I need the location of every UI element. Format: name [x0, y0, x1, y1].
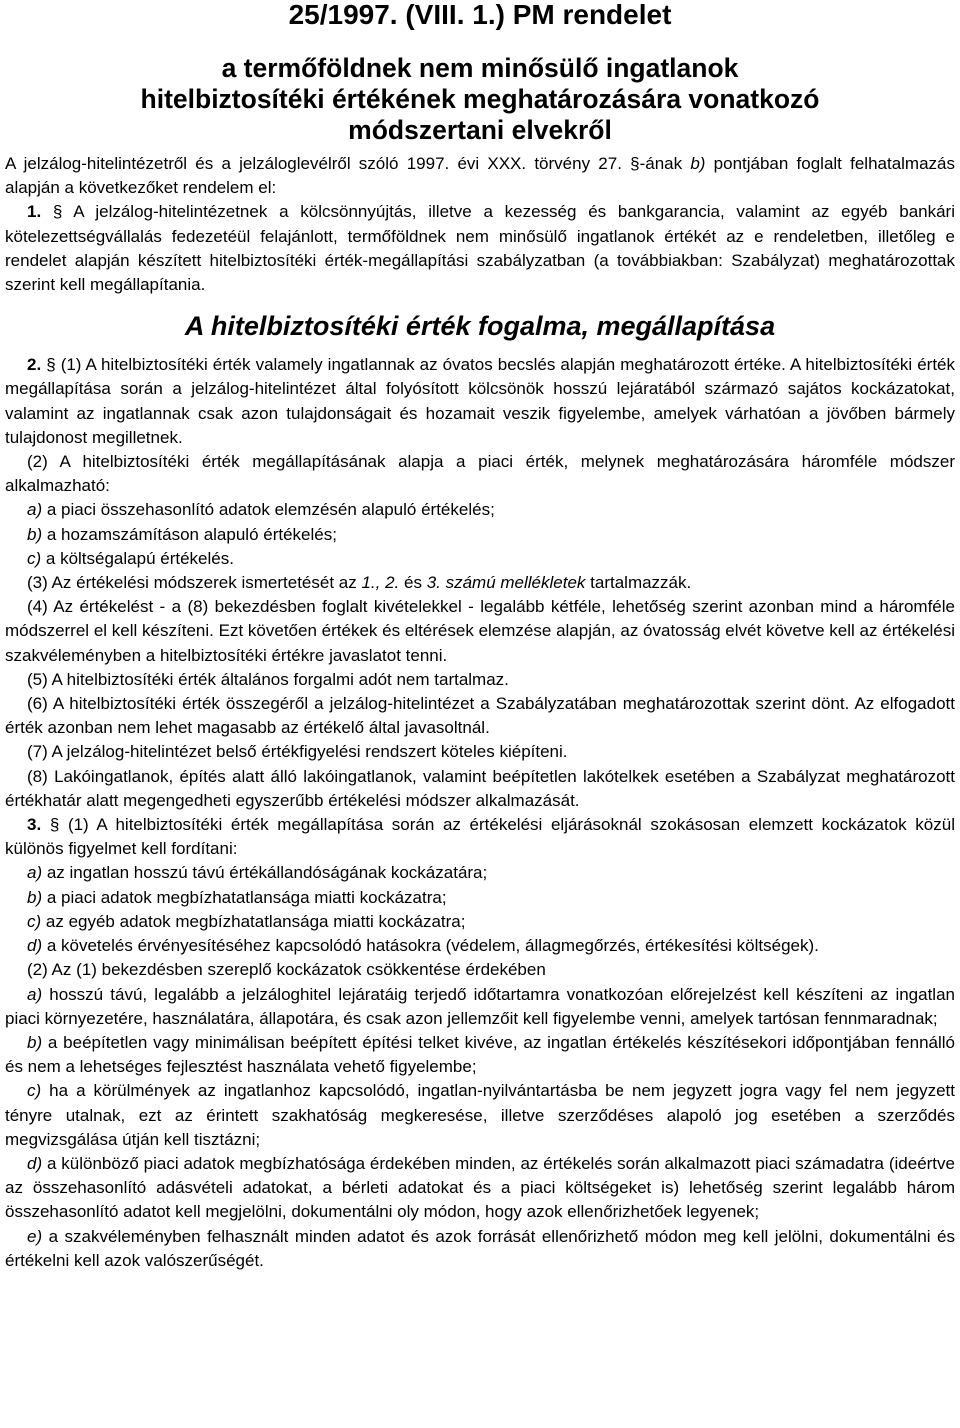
list-item: a) a piaci összehasonlító adatok elemzésén alapuló értékelés; — [27, 500, 495, 520]
list-item: b) a piaci adatok megbízhatatlansága miatti kockázatra; — [27, 887, 447, 907]
preamble: A jelzálog-hitelintézetről és a jelzáloglevélről szóló 1997. évi XXX. törvény 27. §-ának b) pontjában foglalt felhatalmazás alapján a következőket rendelem el: — [5, 154, 956, 198]
section-number: 3. — [27, 815, 50, 835]
document-subtitle — [5, 53, 955, 146]
section-2-paragraph-2: (2) A hitelbiztosítéki érték megállapításának alapja a piaci érték, melynek meghatározására háromféle módszer alkalmazható: — [5, 452, 955, 496]
list-item: c) az egyéb adatok megbízhatatlansága miatti kockázatra; — [27, 911, 466, 931]
section-2-paragraph-8: (8) Lakóingatlanok, építés alatt álló lakóingatlanok, valamint beépítetlen lakótelkek esetében a Szabályzat meghatározott értékhatár alatt megengedheti egyszerűbb értékelési módszer alkalmazását. — [5, 766, 955, 810]
section-2-paragraph-6: (6) A hitelbiztosítéki érték összegéről a jelzálog-hitelintézet a Szabályzatában meghatározottak szerint dönt. Az elfogadott érték azonban nem lehet magasabb az értékelő által javasoltnál. — [5, 694, 955, 738]
section-number: 2. — [27, 355, 47, 375]
section-1: 1. § A jelzálog-hitelintézetnek a kölcsönnyújtás, illetve a kezesség és bankgarancia, valamint az egyéb bankári kötelezettségvállalás fedezetéül felajánlott, termőföldnek nem minősülő ingatlanok értékét az e rendeletben, illetőleg e rendelet alapján készített hitelbiztosítéki érték-megállapítási szabályzatban (a továbbiakban: Szabályzat) meghatározottak szerint kell megállapítania. — [5, 202, 955, 295]
section-2-paragraph-3: (3) Az értékelési módszerek ismertetését az 1., 2. és 3. számú mellékletek tartalmazzák. — [27, 573, 692, 593]
section-number: 1. — [27, 202, 53, 222]
section-3-paragraph-1: 3. § (1) A hitelbiztosítéki érték megállapítása során az értékelési eljárásoknál szokásosan elemzett kockázatok közül különös figyelmet kell fordítani: — [5, 815, 955, 859]
list-item: b) a beépítetlen vagy minimálisan beépített építési telket kivéve, az ingatlan értékelés készítésekori időpontjában fennálló és nem a lehetséges fejlesztést használata vehető figyelembe; — [5, 1032, 955, 1077]
section-heading: A hitelbiztosítéki érték fogalma, megállapítása — [184, 311, 776, 342]
list-item: b) a hozamszámításon alapuló értékelés; — [27, 524, 337, 544]
subtitle-line: a termőföldnek nem minősülő ingatlanok — [221, 53, 739, 83]
section-2-paragraph-1: 2. § (1) A hitelbiztosítéki érték valamely ingatlannak az óvatos becslés alapján meghatározott értéke. A hitelbiztosítéki érték megállapítása során a jelzálog-hitelintézet által folyósított kölcsönök hosszú lejáratából származó sajátos kockázatokat, valamint az ingatlannak csak azon tulajdonságait és hozamait veszik figyelembe, amelyek várhatóan a jövőben bármely tulajdonost megilletnek. — [5, 355, 955, 447]
list-item: c) a költségalapú értékelés. — [27, 548, 234, 568]
section-2-paragraph-5: (5) A hitelbiztosítéki érték általános forgalmi adót nem tartalmaz. — [27, 669, 509, 689]
section-sign: § — [49, 815, 60, 835]
document-title: 25/1997. (VIII. 1.) PM rendelet — [288, 0, 672, 30]
list-item: a) hosszú távú, legalább a jelzáloghitel lejáratáig terjedő időtartamra vonatkozóan előrejelzést kell készíteni az ingatlan piaci környezetére, használatára, állapotára, és csak azon jellemzőit kell figyelembe venni, amelyek tartósan fennmaradnak; — [5, 984, 955, 1028]
subtitle-line: módszertani elvekről — [348, 115, 612, 145]
section-2-paragraph-7: (7) A jelzálog-hitelintézet belső értékfigyelési rendszert köteles kiépíteni. — [27, 742, 568, 762]
list-item: a) az ingatlan hosszú távú értékállandóságának kockázatára; — [27, 863, 488, 883]
list-item: d) a követelés érvényesítéséhez kapcsolódó hatásokra (védelem, állagmegőrzés, értékesítési költségek). — [27, 936, 819, 956]
section-sign: § — [52, 202, 63, 222]
subtitle-line: hitelbiztosítéki értékének meghatározására vonatkozó — [140, 84, 820, 114]
list-item: e) a szakvéleményben felhasznált minden adatot és azok forrását ellenőrizhető módon meg kell jelölni, dokumentálni és értékelni kell azok valószerűségét. — [5, 1226, 955, 1270]
list-item: c) ha a körülmények az ingatlanhoz kapcsolódó, ingatlan-nyilvántartásba be nem jegyzett jogra vagy fel nem jegyzett tényre utalnak, ezt az érintett szakhatóság megkeresése, illetve szerződéses alapoló jog esetében a szerződés megvizsgálása útján kell tisztázni; — [5, 1081, 955, 1149]
section-2-paragraph-4: (4) Az értékelést - a (8) bekezdésben foglalt kivételekkel - legalább kétféle, lehetőség szerint azonban mind a háromféle módszerrel el kell készíteni. Ezt követően értékek és eltérések elemzése alapján, az óvatosság elvét követve kell az értékelési szakvéleményben a hitelbiztosítéki értékre javaslatot tenni. — [5, 597, 955, 665]
section-sign: § — [46, 355, 56, 375]
section-3-paragraph-2: (2) Az (1) bekezdésben szereplő kockázatok csökkentése érdekében — [27, 960, 546, 980]
section-sign: § — [630, 154, 640, 173]
list-item: d) a különböző piaci adatok megbízhatósága érdekében minden, az értékelés során alkalmazott piaci számadatra (ideértve az összehasonlító adásvételi adatokat, a bérleti adatokat és a piaci költségeket is) lehetőség szerint legalább három összehasonlító adatot kell megjelölni, dokumentálni oly módon, hogy azok ellenőrizhetőek legyenek; — [5, 1153, 955, 1222]
